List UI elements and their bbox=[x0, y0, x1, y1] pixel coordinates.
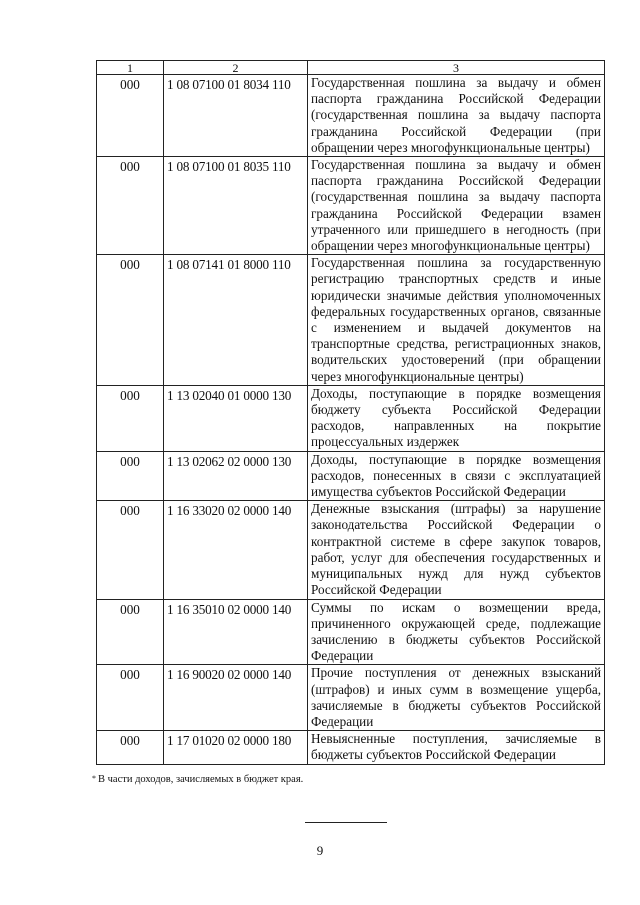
budget-classification-code-cell: 1 08 07100 01 8034 110 bbox=[164, 75, 308, 157]
footnote-text: В части доходов, зачисляемых в бюджет края. bbox=[98, 774, 304, 785]
revenue-description-cell: Государственная пошлина за государственную регистрацию транспортных средств и иные юридически значимые действия уполномоченных федеральных государственных органов, связанные с изменением и выдачей документов на транспортные средства, регистрационных знаков, водительских удостоверений (при обращении через многофункциональные центры) bbox=[308, 255, 605, 386]
footnote-mark: * bbox=[92, 774, 96, 783]
admin-code-cell: 000 bbox=[97, 75, 164, 157]
admin-code-cell: 000 bbox=[97, 501, 164, 599]
column-header-3: 3 bbox=[308, 61, 605, 75]
table-row bbox=[97, 157, 605, 255]
table-row bbox=[97, 501, 605, 599]
table-row bbox=[97, 75, 605, 157]
budget-classification-code-cell: 1 13 02040 01 0000 130 bbox=[164, 385, 308, 451]
budget-classification-code-cell: 1 17 01020 02 0000 180 bbox=[164, 731, 308, 764]
revenue-codes-table bbox=[96, 60, 605, 765]
page-number: 9 bbox=[316, 843, 324, 858]
revenue-description-cell: Невыясненные поступления, зачисляемые в бюджеты субъектов Российской Федерации bbox=[308, 731, 605, 764]
footnote bbox=[92, 774, 303, 785]
admin-code-cell: 000 bbox=[97, 731, 164, 764]
revenue-description-cell: Государственная пошлина за выдачу и обмен паспорта гражданина Российской Федерации (государственная пошлина за выдачу паспорта гражданина Российской Федерации взамен утраченного или пришедшего в негодность (при обращении через многофункциональные центры) bbox=[308, 157, 605, 255]
table-row bbox=[97, 665, 605, 731]
table-body bbox=[97, 61, 605, 765]
column-header-1: 1 bbox=[97, 61, 164, 75]
separator-line bbox=[305, 822, 387, 823]
admin-code-cell: 000 bbox=[97, 599, 164, 665]
column-header-2: 2 bbox=[164, 61, 308, 75]
budget-classification-code-cell: 1 08 07141 01 8000 110 bbox=[164, 255, 308, 386]
table-row bbox=[97, 451, 605, 501]
revenue-description-cell: Суммы по искам о возмещении вреда, причиненного окружающей среде, подлежащие зачислению в бюджеты субъектов Российской Федерации bbox=[308, 599, 605, 665]
table-row bbox=[97, 255, 605, 386]
admin-code-cell: 000 bbox=[97, 157, 164, 255]
admin-code-cell: 000 bbox=[97, 385, 164, 451]
admin-code-cell: 000 bbox=[97, 665, 164, 731]
table-row bbox=[97, 599, 605, 665]
budget-classification-code-cell: 1 08 07100 01 8035 110 bbox=[164, 157, 308, 255]
revenue-description-cell: Доходы, поступающие в порядке возмещения расходов, понесенных в связи с эксплуатацией имущества субъектов Российской Федерации bbox=[308, 451, 605, 501]
table-row bbox=[97, 385, 605, 451]
revenue-description-cell: Денежные взыскания (штрафы) за нарушение законодательства Российской Федерации о контрактной системе в сфере закупок товаров, работ, услуг для обеспечения государственных и муниципальных нужд для нужд субъектов Российской Федерации bbox=[308, 501, 605, 599]
budget-classification-code-cell: 1 16 35010 02 0000 140 bbox=[164, 599, 308, 665]
admin-code-cell: 000 bbox=[97, 451, 164, 501]
budget-classification-code-cell: 1 16 33020 02 0000 140 bbox=[164, 501, 308, 599]
revenue-description-cell: Прочие поступления от денежных взысканий (штрафов) и иных сумм в возмещение ущерба, зачисляемые в бюджеты субъектов Российской Федерации bbox=[308, 665, 605, 731]
table-row bbox=[97, 731, 605, 764]
admin-code-cell: 000 bbox=[97, 255, 164, 386]
revenue-description-cell: Доходы, поступающие в порядке возмещения бюджету субъекта Российской Федерации расходов, направленных на покрытие процессуальных издержек bbox=[308, 385, 605, 451]
budget-classification-code-cell: 1 13 02062 02 0000 130 bbox=[164, 451, 308, 501]
revenue-description-cell: Государственная пошлина за выдачу и обмен паспорта гражданина Российской Федерации (государственная пошлина за выдачу паспорта гражданина Российской Федерации (при обращении через многофункциональные центры) bbox=[308, 75, 605, 157]
table-header-row bbox=[97, 61, 605, 75]
budget-classification-code-cell: 1 16 90020 02 0000 140 bbox=[164, 665, 308, 731]
